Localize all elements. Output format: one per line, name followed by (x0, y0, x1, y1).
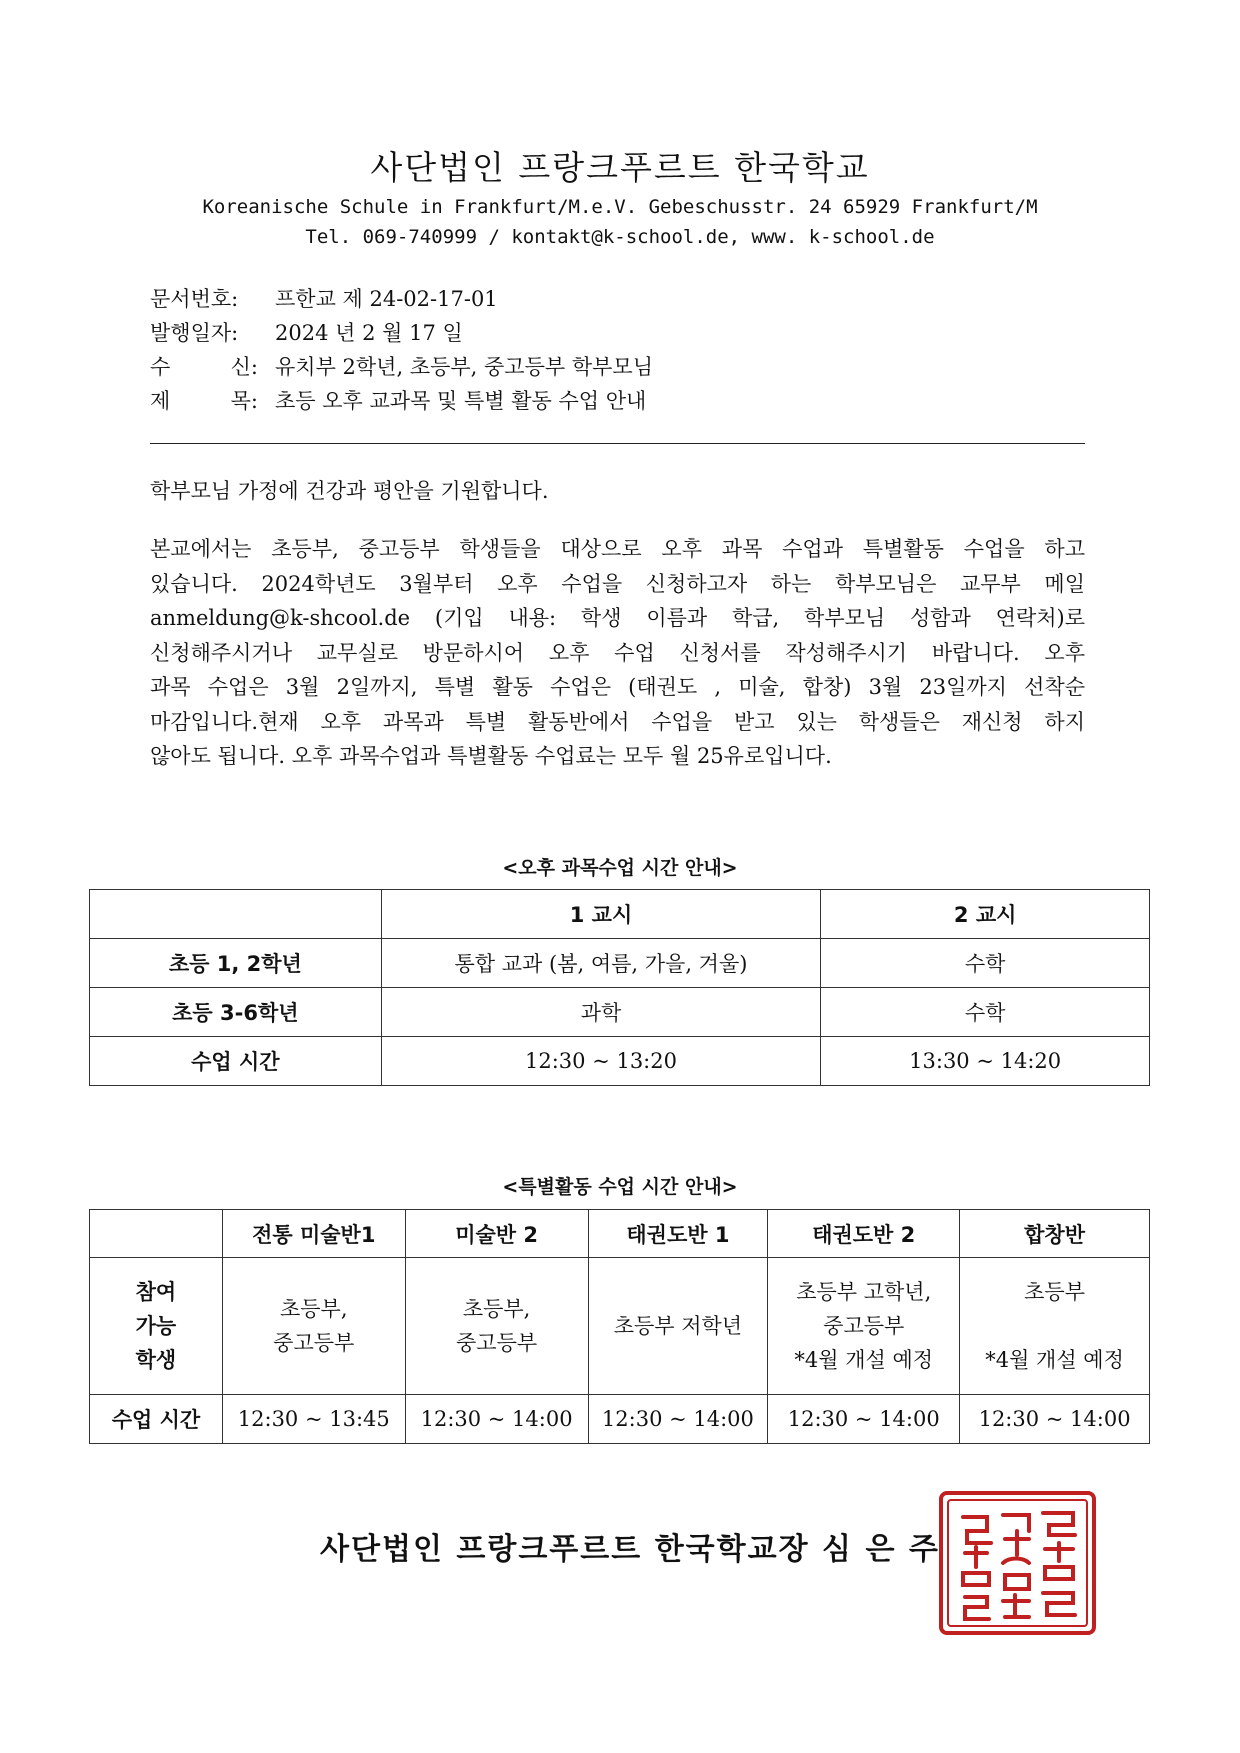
school-title: 사단법인 프랑크푸르트 한국학교 (370, 148, 870, 187)
principal-signature-line: 사단법인 프랑크푸르트 한국학교장 심 은 주 (320, 1532, 940, 1567)
body-paragraph: 본교에서는 초등부, 중고등부 학생들을 대상으로 오후 과목 수업과 특별활동 수업을 하고 있습니다. 2024학년도 3월부터 오후 수업을 신청하고자 하는 학부모님은 교무부 메일 anmeldung@k-shcool.de (기입 내용: 학생 이름과 학급, 학부모님 성함과 연락처)로 신청해주시거나 교무실로 방문하시어 오후 수업 신청서를 작성해주시기 바랍니다. 오후 과목 수업은 3월 2일까지, 특별 활동 수업은 (태권도 , 미술, 합창) 3월 23일까지 선착순 마감입니다.현재 오후 과목과 특별 활동반에서 수업을 받고 있는 학생들은 재신청 하지 않아도 됩니다. 오후 과목수업과 특별활동 수업료는 모두 월 25유로입니다. (150, 537, 1085, 768)
table-header-row: 전통 미술반1 미술반 2 태권도반 1 태권도반 2 합창반 (90, 1210, 1150, 1258)
eligible-students-label: 참여 가능 학생 (90, 1258, 223, 1395)
table-row: 참여 가능 학생 초등부, 중고등부 초등부, 중고등부 초등부 저학년 초등부 고학년, 중고등부 *4월 개설 예정 초등부 *4월 개설 예정 (90, 1258, 1150, 1395)
header-divider (150, 443, 1085, 444)
afternoon-class-table (89, 889, 1150, 1086)
meta-issue-date: 발행일자: 2024 년 2 월 17 일 (150, 321, 463, 345)
table1-caption: <오후 과목수업 시간 안내> (502, 857, 738, 879)
meta-recipient: 수 신: 유치부 2학년, 초등부, 중고등부 학부모님 (150, 355, 653, 379)
special-activity-table (89, 1209, 1150, 1444)
school-address: Koreanische Schule in Frankfurt/M.e.V. Gebeschusstr. 24 65929 Frankfurt/M (202, 196, 1038, 218)
table-row: 초등 3-6학년 과학 수학 (90, 988, 1150, 1037)
meta-doc-number: 문서번호: 프한교 제 24-02-17-01 (150, 287, 498, 311)
table2-caption: <특별활동 수업 시간 안내> (502, 1176, 738, 1198)
greeting: 학부모님 가정에 건강과 평안을 기원합니다. (150, 479, 549, 503)
school-contact: Tel. 069-740999 / kontakt@k-school.de, www. k-school.de (305, 226, 935, 248)
table-row: 수업 시간 12:30 ~ 13:45 12:30 ~ 14:00 12:30 ~ 14:00 12:30 ~ 14:00 12:30 ~ 14:00 (90, 1395, 1150, 1444)
meta-subject: 제 목: 초등 오후 교과목 및 특별 활동 수업 안내 (150, 389, 647, 413)
official-seal-stamp (935, 1487, 1100, 1639)
table-header-row: 1 교시 2 교시 (90, 890, 1150, 939)
table-row: 초등 1, 2학년 통합 교과 (봄, 여름, 가을, 겨울) 수학 (90, 939, 1150, 988)
document-meta (150, 282, 1100, 418)
table-row: 수업 시간 12:30 ~ 13:20 13:30 ~ 14:20 (90, 1037, 1150, 1086)
